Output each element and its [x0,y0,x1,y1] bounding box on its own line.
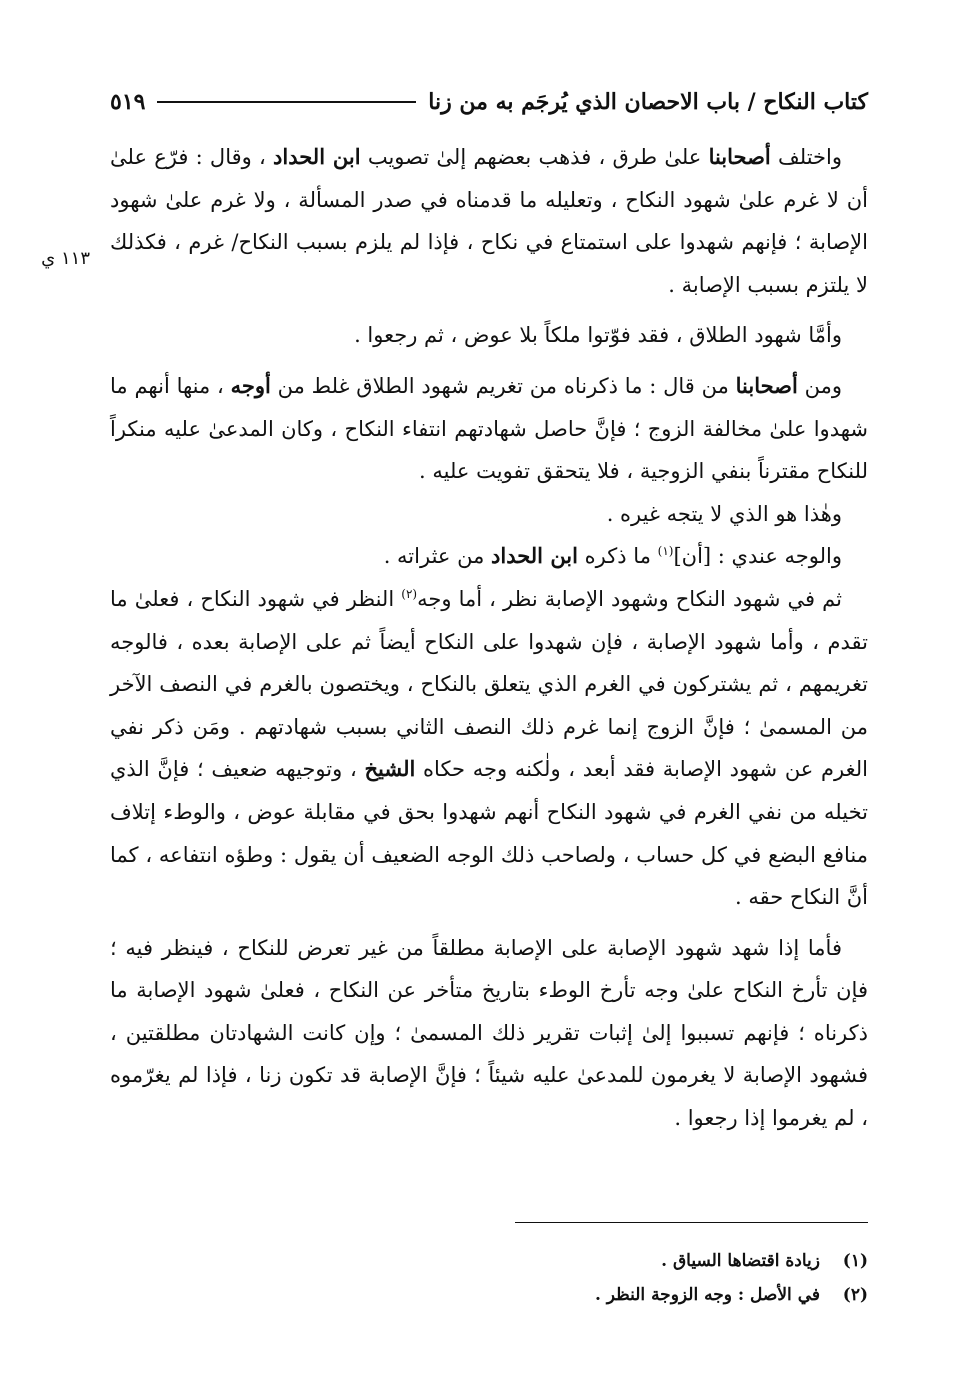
paragraph-6: ثم في شهود النكاح وشهود الإصابة نظر ، أما وجه$^{(٢)}$ النظر في شهود النكاح ، فعلىٰ ما تقدم ، وأما شهود الإصابة ، فإن شهدوا على النكاح أيضاً ثم على الإصابة بعده ، فالوجه تغريمهم ، ثم يشتركون في الغرم الذي يتعلق بالنكاح ، ويختصون بالغرم في النصف الآخر من المسمىٰ ؛ فإنَّ الزوج إنما غرم ذلك النصف الثاني بسبب شهادتهم . ومَن ذكر نفي الغرم عن شهود الإصابة فقد أبعد ، ولٰكنه وجه حكاه الشيخ ، وتوجيهه ضعيف ؛ فإنَّ الذي تخيله من نفي الغرم في شهود النكاح أنهم شهدوا بحق في مقابلة عوض ، والوطء إتلاف منافع البضع في كل حساب ، ولصاحب ذلك الوجه الضعيف أن يقول : وطؤه انتفاعه ، كما أنَّ النكاح حقه . [110,586,869,910]
paragraph-7: فأما إذا شهد شهود الإصابة على الإصابة مطلقاً من غير تعرض للنكاح ، فينظر فيه ؛ فإن تأرخ النكاح علىٰ وجه تأرخ الوطء بتاريخ متأخر عن النكاح ، فعلىٰ شهود الإصابة ما ذكرناه ؛ فإنهم تسببوا إلىٰ إثبات تقرير ذلك المسمىٰ ؛ وإن كانت الشهادتان مطلقتين ، فشهود الإصابة لا يغرمون للمدعىٰ عليه شيئاً ؛ فإنَّ الإصابة قد تكون زنا ، فإذا لم يغرّموه ، لم يغرموا إذا رجعوا . [110,935,868,1131]
header-rule [157,101,416,103]
bold-term: أوجه [230,372,271,398]
paragraph-3: ومن أصحابنا من قال : ما ذكرناه من تغريم شهود الطلاق غلط من أوجه ، منها أنهم ما شهدوا علىٰ مخالفة الزوج ؛ فإنَّ حاصل شهادتهم انتفاء النكاح ، وكان المدعىٰ عليه منكراً للنكاح مقترناً بنفي الزوجية ، فلا يتحقق تفويت عليه . [110,372,868,484]
margin-reference: ١١٣ ي [41,248,90,269]
paragraph-5: والوجه عندي : [أن]$^{(١)}$ ما ذكره ابن الحداد من عثراته . [383,543,842,569]
running-header [110,82,868,122]
paragraph-4: وهٰذا هو الذي لا يتجه غيره . [606,501,842,526]
footnote-2 [300,1278,868,1312]
footnote-text: زيادة اقتضاها السياق . [661,1251,820,1271]
bold-term: أصحابنا [708,144,771,169]
bold-term: ابن الحداد [273,144,361,169]
bold-term: الشيخ [364,756,416,782]
bold-term: ابن الحداد [491,543,578,569]
footnote-number: (٢) [842,1285,868,1305]
footnote-text: في الأصل : وجه الزوجة النظر . [594,1285,820,1305]
footnote-number: (١) [842,1251,868,1271]
bold-term: أصحابنا [735,372,798,398]
footnote-divider [515,1222,868,1223]
footnotes [300,1244,868,1312]
footnote-1 [300,1244,868,1278]
header-title: كتاب النكاح / باب الاحصان الذي يُرجَم به من زنا [428,89,868,115]
footnote-marker-1: (١) [657,544,674,559]
footnote-marker-2: (٢) [401,586,418,601]
paragraph-2: وأمَّا شهود الطلاق ، فقد فوّتوا ملكاً بلا عوض ، ثم رجعوا . [354,323,842,348]
paragraph-1: واختلف أصحابنا علىٰ طرق ، فذهب بعضهم إلىٰ تصويب ابن الحداد ، وقال : فرّع علىٰ أن لا غرم علىٰ شهود النكاح ، وتعليله ما قدمناه في صدر المسألة ، ولا غرم علىٰ شهود الإصابة ؛ فإنهم شهدوا على استمتاع في نكاح ، فإذا لم يلزم بسبب النكاح/ غرم ، فكذلك لا يلتزم بسبب الإصابة . [110,144,868,297]
main-text [110,136,868,1140]
page-number: ٥١٩ [110,89,146,115]
